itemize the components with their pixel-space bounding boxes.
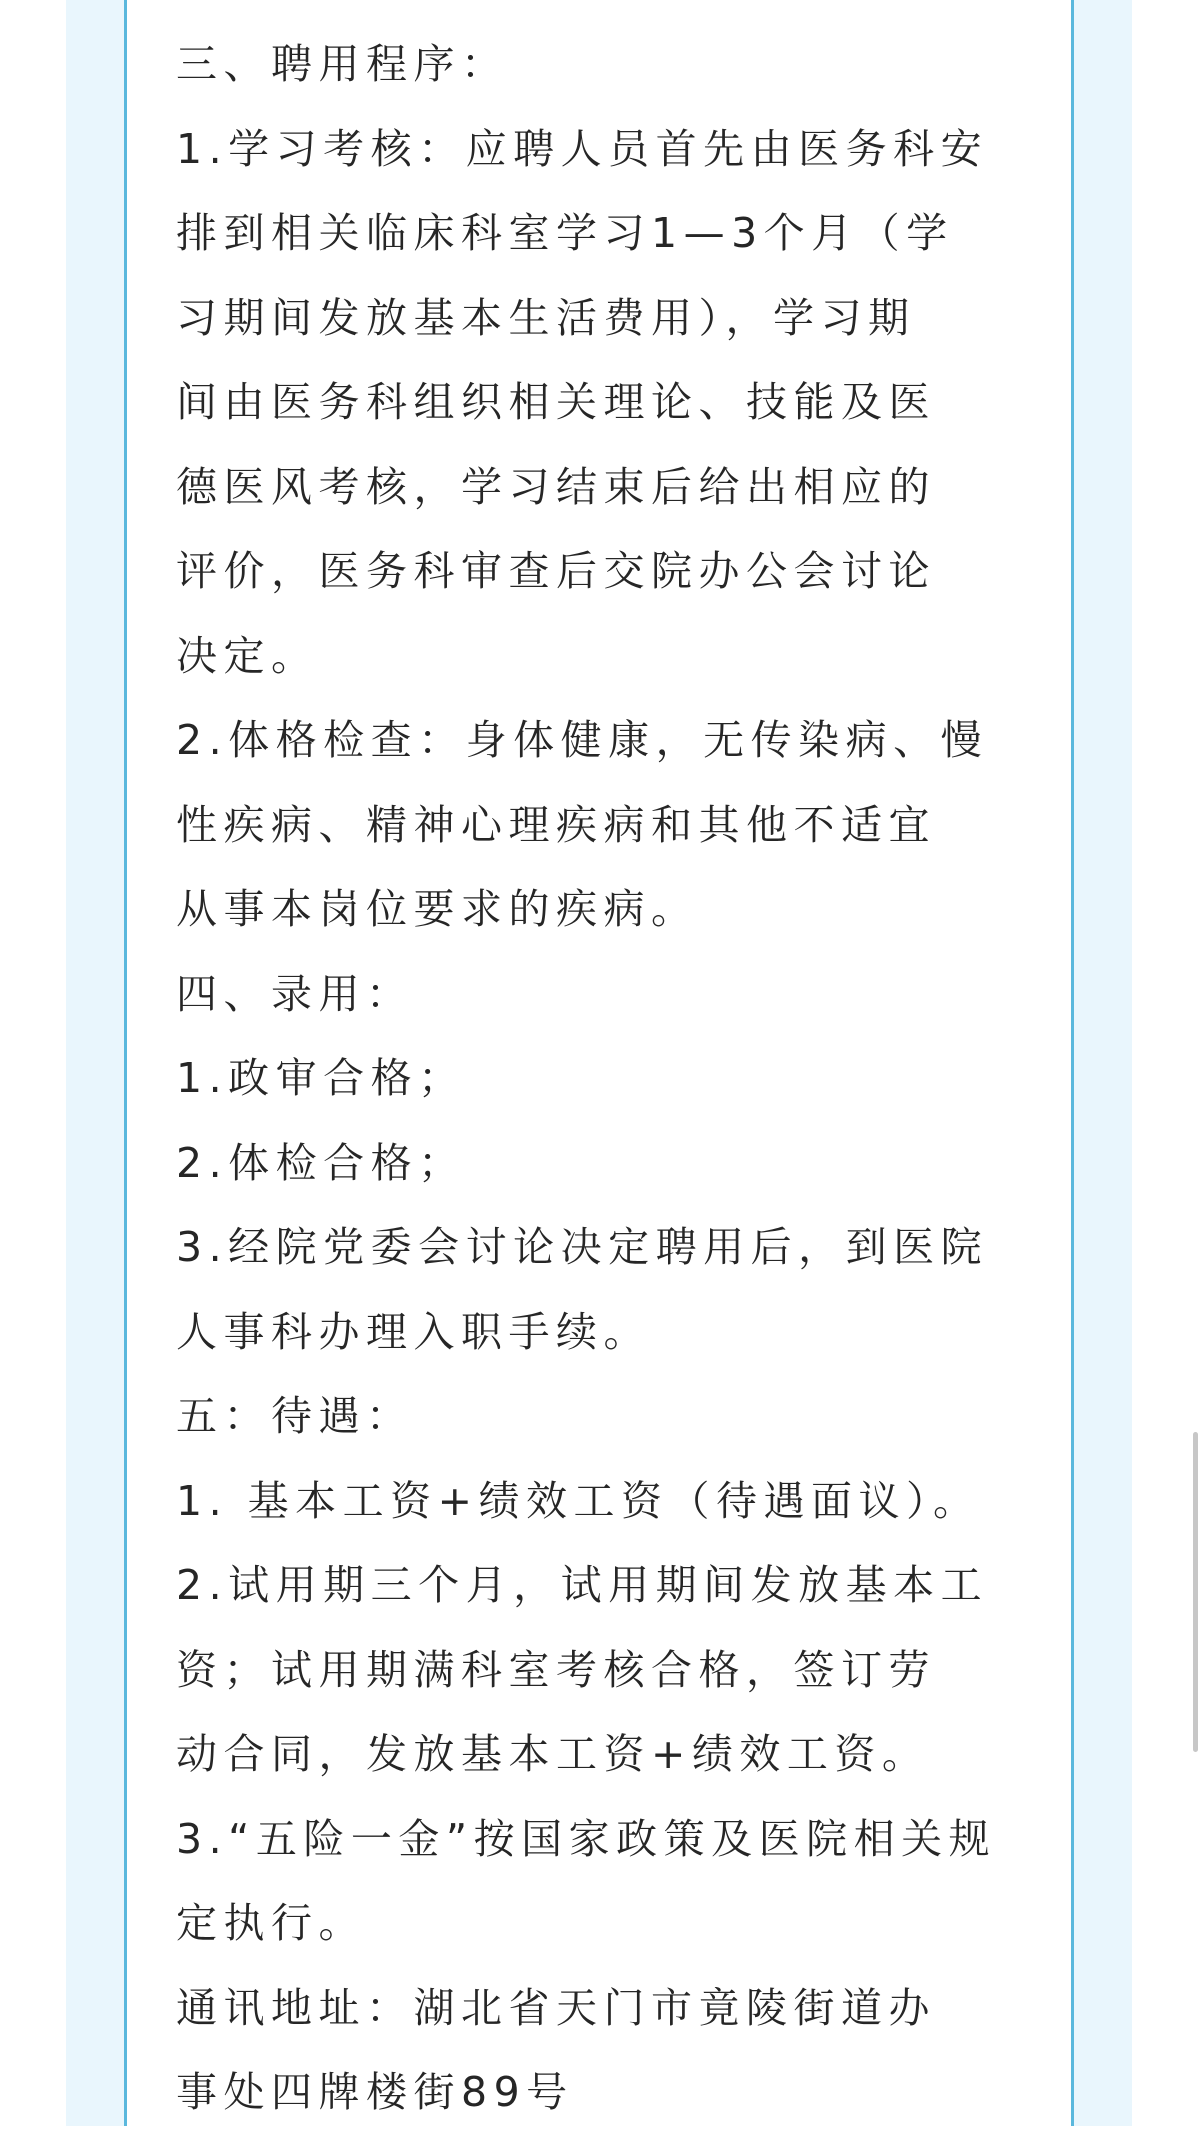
paragraph-line: 1. 基本工资+绩效工资（待遇面议）。 (176, 1476, 981, 1525)
paragraph-line: 排到相关临床科室学习1—3个月（学 (176, 209, 954, 257)
paragraph-line: 3.“五险一金”按国家政策及医院相关规 (176, 1814, 997, 1863)
paragraph-line: 从事本岗位要求的疾病。 (176, 885, 699, 933)
paragraph-line: 间由医务科组织相关理论、技能及医 (176, 378, 936, 426)
paragraph-line: 动合同，发放基本工资+绩效工资。 (176, 1730, 930, 1778)
paragraph-line: 习期间发放基本生活费用），学习期 (176, 293, 916, 342)
paragraph-line: 决定。 (176, 631, 319, 680)
paragraph-line: 3.经院党委会讨论决定聘用后，到医院 (176, 1223, 989, 1271)
paragraph-line: 1.政审合格； (176, 1054, 466, 1102)
paragraph-line: 人事科办理入职手续。 (176, 1307, 651, 1356)
paragraph-line: 资；试用期满科室考核合格，签订劳 (176, 1645, 936, 1694)
section-heading-employment: 四、录用： (176, 969, 414, 1018)
paragraph-line: 1.学习考核：应聘人员首先由医务科安 (176, 124, 989, 173)
paragraph-line: 评价，医务科审查后交院办公会讨论 (176, 547, 936, 595)
section-heading-procedure: 三、聘用程序： (176, 40, 509, 88)
contact-address-line: 通讯地址：湖北省天门市竟陵街道办 (176, 1983, 936, 2032)
section-heading-benefits: 五：待遇： (176, 1392, 414, 1440)
paragraph-line: 定执行。 (176, 1899, 366, 1947)
paragraph-line: 2.试用期三个月，试用期间发放基本工 (176, 1561, 989, 1609)
article-body (176, 22, 1026, 2135)
scrollbar-thumb[interactable] (1193, 1432, 1198, 1752)
contact-address-line: 事处四牌楼街89号 (176, 2068, 574, 2116)
paragraph-line: 2.体检合格； (176, 1138, 466, 1187)
paragraph-line: 性疾病、精神心理疾病和其他不适宜 (176, 800, 936, 849)
paragraph-line: 德医风考核，学习结束后给出相应的 (176, 462, 936, 511)
paragraph-line: 2.体格检查：身体健康，无传染病、慢 (176, 716, 989, 764)
